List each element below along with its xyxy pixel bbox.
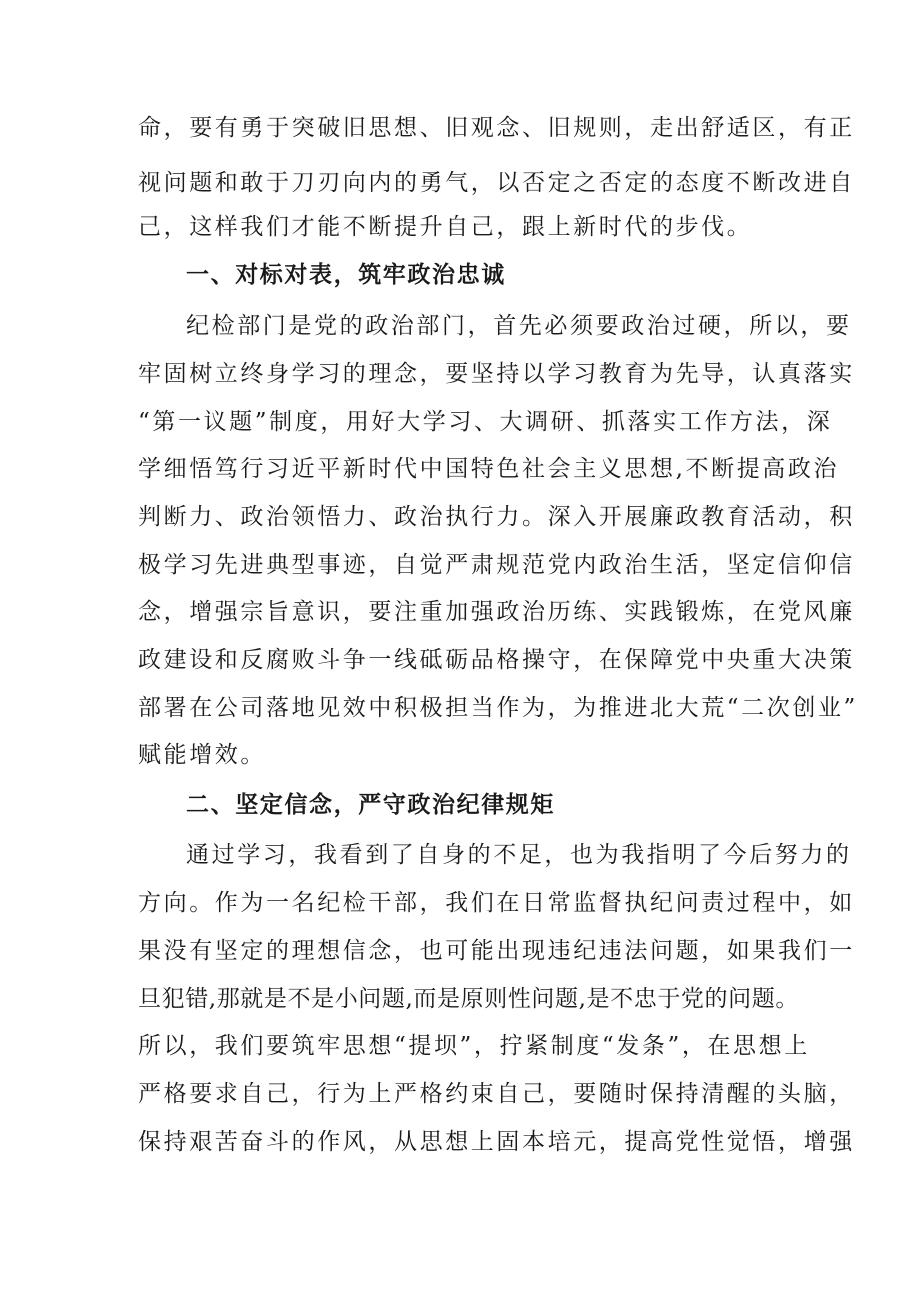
body-text-line: 旦犯错,那就是不是小问题,而是原则性问题,是不忠于党的问题。 — [138, 986, 799, 1012]
body-text-line: 念，增强宗旨意识，要注重加强政治历练、实践锻炼，在党风廉 — [138, 599, 855, 625]
body-text-line: 果没有坚定的理想信念，也可能出现违纪违法问题，如果我们一 — [138, 938, 855, 964]
body-text-line: 判断力、政治领悟力、政治执行力。深入开展廉政教育活动，积 — [138, 504, 855, 530]
body-text-line: 部署在公司落地见效中积极担当作为，为推进北大荒“二次创业” — [138, 695, 858, 721]
body-text-line: 命，要有勇于突破旧思想、旧观念、旧规则，走出舒适区，有正 — [138, 115, 855, 141]
section-heading-2: 二、坚定信念，严守政治纪律规矩 — [186, 792, 555, 818]
body-text-line: 政建设和反腐败斗争一线砥砺品格操守，在保障党中央重大决策 — [138, 647, 855, 673]
section-heading-1: 一、对标对表，筑牢政治忠诚 — [186, 262, 506, 288]
body-text-line: 通过学习，我看到了自身的不足，也为我指明了今后努力的 — [186, 842, 852, 868]
body-text-line: 视问题和敢于刀刃向内的勇气，以否定之否定的态度不断改进自 — [138, 170, 855, 196]
body-text-line: 保持艰苦奋斗的作风，从思想上固本培元，提高党性觉悟，增强 — [138, 1129, 855, 1155]
body-text-line: 学细悟笃行习近平新时代中国特色社会主义思想,不断提高政治 — [138, 456, 840, 482]
body-text-line: 严格要求自己，行为上严格约束自己，要随时保持清醒的头脑， — [138, 1081, 855, 1107]
body-text-line: 极学习先进典型事迹，自觉严肃规范党内政治生活，坚定信仰信 — [138, 552, 855, 578]
body-text-line: 纪检部门是党的政治部门，首先必须要政治过硬，所以，要 — [186, 313, 852, 339]
body-text-line: 牢固树立终身学习的理念，要坚持以学习教育为先导，认真落实 — [138, 361, 855, 387]
body-text-line: 所以，我们要筑牢思想“提坝”，拧紧制度“发条”，在思想上 — [138, 1033, 810, 1059]
body-text-line: 己，这样我们才能不断提升自己，跟上新时代的步伐。 — [138, 214, 753, 240]
body-text-line: 赋能增效。 — [138, 742, 266, 768]
body-text-line: “第一议题”制度，用好大学习、大调研、抓落实工作方法，深 — [138, 409, 833, 435]
body-text-line: 方向。作为一名纪检干部，我们在日常监督执纪问责过程中，如 — [138, 890, 855, 916]
